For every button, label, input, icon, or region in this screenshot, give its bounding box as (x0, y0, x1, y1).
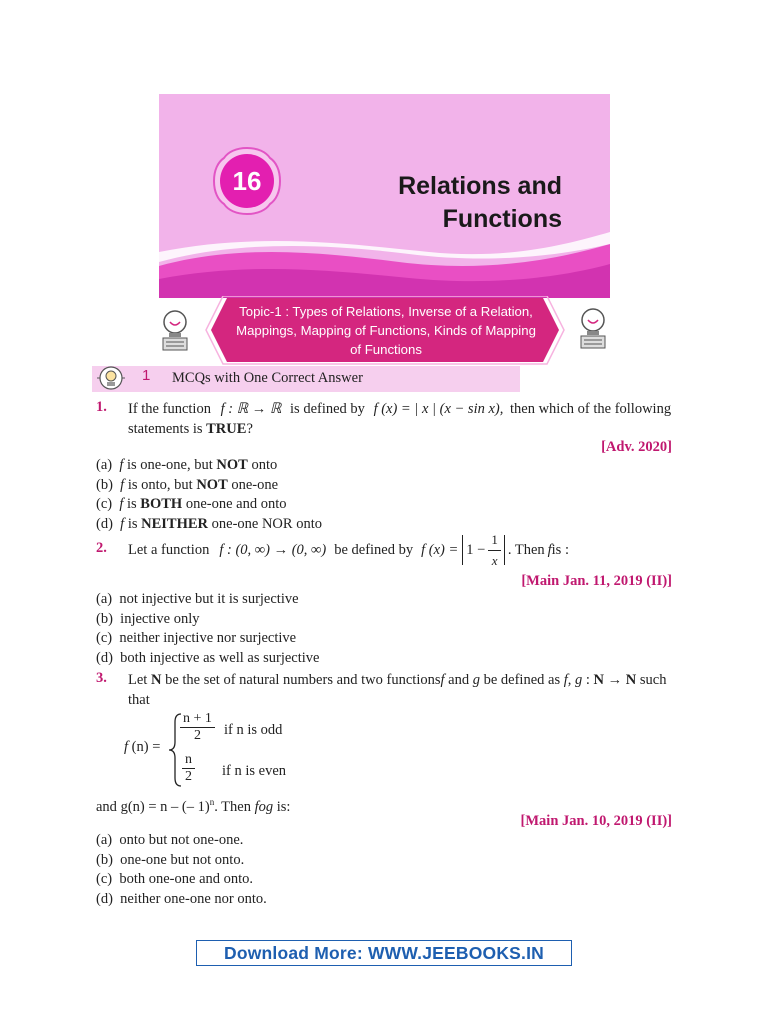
option-text: one-one (227, 476, 279, 493)
option-key: (b) (96, 851, 113, 868)
q1-math-a: f : ℝ → ℝ (220, 401, 282, 417)
q3-text-then: . Then (214, 798, 251, 815)
topic-ribbon (159, 296, 610, 366)
q2-text-f: f (547, 542, 552, 558)
option-math: f (120, 515, 125, 532)
lightbulb-icon (159, 308, 191, 352)
question-1-line2 (128, 419, 253, 439)
q1-text-a: If the function (128, 401, 211, 417)
option-key: (b) (96, 610, 113, 627)
option-text: one-one but not onto. (120, 851, 245, 868)
option-text: both injective as well as surjective (120, 649, 320, 666)
q3-text-that: that (128, 692, 150, 708)
option-text: injective only (120, 610, 200, 627)
q3-text-e: such (639, 672, 667, 688)
question-number: 3. (96, 670, 107, 686)
case-1-condition: if n is odd (224, 722, 283, 738)
q3-math-fog: fog (254, 798, 274, 815)
lightbulb-icon (577, 306, 609, 352)
q2-math-a: f : (0, ∞) → (0, ∞) (219, 542, 327, 558)
option-text: is one-one, but (123, 457, 217, 473)
option-b[interactable] (96, 610, 319, 630)
fraction-numerator: n + 1 (180, 711, 215, 728)
q3-math-f: f (440, 672, 445, 688)
question-number: 2. (96, 540, 107, 556)
option-key: (a) (96, 457, 113, 473)
q1-math-b: f (x) = | x | (x − sin x), (373, 401, 504, 417)
q1-text-c: then which of the following (510, 401, 672, 417)
section-label: MCQs with One Correct Answer (172, 370, 363, 386)
option-a[interactable] (96, 590, 319, 610)
topic-line3: of Functions (350, 342, 422, 357)
q3-fn-label: f (n) = (124, 739, 161, 755)
fraction-numerator: 1 (488, 530, 501, 551)
option-key: (b) (96, 476, 113, 493)
q1-options (96, 456, 322, 534)
option-math: f (120, 476, 125, 493)
q1-text-d: statements is (128, 421, 203, 437)
case-2-condition: if n is even (222, 763, 287, 779)
q3-text-a: Let (128, 672, 148, 688)
option-text: one-one NOR onto (208, 515, 322, 532)
option-math: f (119, 496, 124, 512)
chapter-title-line2: Functions (442, 205, 562, 233)
q3-options (96, 831, 267, 909)
option-key: (d) (96, 515, 113, 532)
section-number: 1 (142, 367, 151, 384)
option-text: is (124, 515, 142, 532)
fraction-numerator: n (182, 752, 195, 769)
option-text: not injective but it is surjective (119, 591, 299, 607)
option-key: (d) (96, 649, 113, 666)
q2-text-d: is : (551, 542, 569, 558)
q3-text-is: is: (273, 798, 291, 815)
q1-bold-true: TRUE (206, 421, 247, 437)
q2-text-b: be defined by (334, 542, 414, 558)
option-b[interactable] (96, 476, 322, 496)
q3-bold-map: N → N (593, 672, 637, 688)
option-a[interactable] (96, 831, 267, 851)
q1-qmark: ? (246, 421, 253, 437)
q2-math-b: f (x) = (421, 542, 459, 558)
option-c[interactable] (96, 629, 319, 649)
case-2-fraction (182, 752, 195, 785)
q3-math-fg: f, g (563, 672, 583, 688)
case-1-fraction (180, 711, 215, 744)
fraction-denominator: 2 (185, 769, 192, 784)
option-key: (a) (96, 591, 113, 607)
q3-text-d: be defined as (483, 672, 561, 688)
chapter-title-line1: Relations and (398, 172, 562, 200)
question-number: 1. (96, 399, 107, 415)
option-key: (c) (96, 871, 113, 887)
option-bold: NEITHER (141, 515, 209, 532)
option-d[interactable] (96, 515, 322, 535)
option-bold: NOT (196, 476, 228, 493)
option-text: neither injective nor surjective (119, 630, 297, 646)
option-text: neither one-one nor onto. (120, 890, 267, 907)
option-d[interactable] (96, 890, 267, 910)
q2-options (96, 590, 319, 668)
question-source: [Adv. 2020] (601, 439, 672, 455)
question-2-text (128, 533, 569, 567)
question-1-line1 (128, 399, 674, 419)
option-key: (c) (96, 496, 113, 512)
option-d[interactable] (96, 649, 319, 669)
chapter-banner (159, 94, 610, 298)
option-b[interactable] (96, 851, 267, 871)
option-key: (c) (96, 630, 113, 646)
option-text: both one-one and onto. (119, 871, 254, 887)
q3-g-formula: g(n) = n – (– 1) (120, 798, 210, 815)
question-source: [Main Jan. 10, 2019 (II)] (520, 813, 672, 829)
lightbulb-icon (96, 365, 126, 393)
chapter-number: 16 (232, 165, 262, 196)
option-bold: BOTH (140, 496, 183, 512)
option-text: is (123, 496, 141, 512)
chapter-title (398, 170, 562, 236)
option-a[interactable] (96, 456, 322, 476)
q3-g-definition (96, 792, 290, 817)
q2-abs-value (462, 531, 505, 568)
option-text: onto but not one-one. (119, 832, 244, 848)
q3-text-c: and (444, 672, 470, 688)
q3-text-and: and (96, 798, 117, 815)
q2-math-c: 1 − (466, 542, 486, 558)
q2-fraction (488, 530, 501, 571)
fraction-denominator: x (491, 552, 498, 568)
question-3-line1 (128, 670, 666, 690)
option-text: onto (247, 457, 278, 473)
q3-text-b: be the set of natural numbers and two functions (165, 672, 441, 688)
fraction-denominator: 2 (193, 728, 201, 743)
option-c[interactable] (96, 870, 267, 890)
q3-math-g: g (472, 672, 480, 688)
topic-heading (221, 302, 551, 359)
q3-colon: : (585, 672, 590, 688)
q3-bold-n: N (150, 672, 162, 688)
q2-text-c: . Then (507, 542, 545, 558)
topic-line1: Topic-1 : Types of Relations, Inverse of a Relation, (239, 304, 533, 319)
option-text: is onto, but (124, 476, 197, 493)
q3-g-exponent: n (209, 797, 215, 807)
download-link[interactable]: Download More: WWW.JEEBOOKS.IN (196, 940, 572, 966)
option-key: (a) (96, 832, 113, 848)
q2-text-a: Let a function (128, 542, 210, 558)
option-math: f (119, 457, 124, 473)
q1-text-b: is defined by (290, 401, 365, 417)
option-key: (d) (96, 890, 113, 907)
option-bold: NOT (216, 457, 248, 473)
question-source: [Main Jan. 11, 2019 (II)] (521, 573, 672, 589)
topic-line2: Mappings, Mapping of Functions, Kinds of Mapping (236, 323, 536, 338)
option-text: one-one and onto (182, 496, 287, 512)
option-c[interactable] (96, 495, 322, 515)
